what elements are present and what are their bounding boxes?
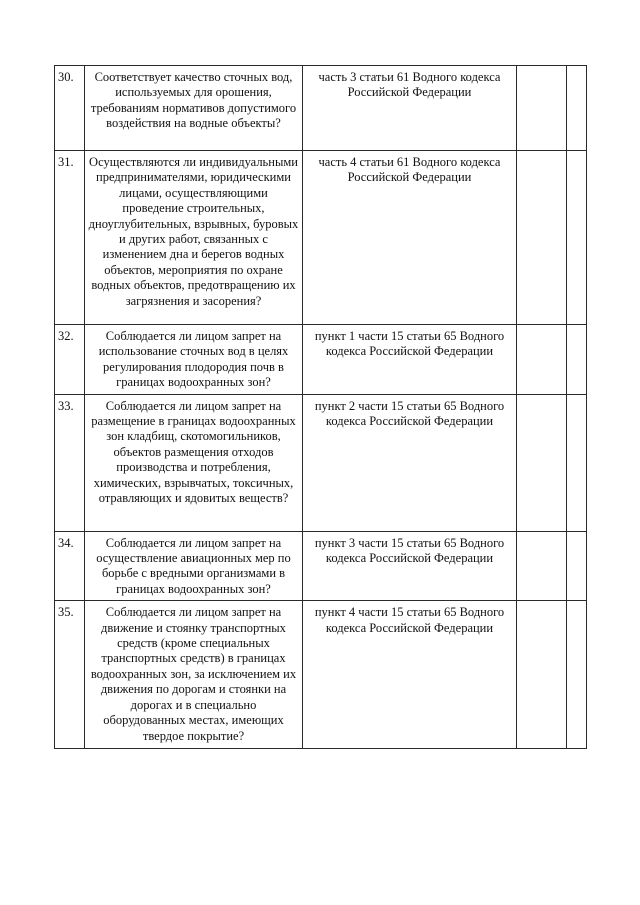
note-cell <box>567 66 587 151</box>
question-text: Осуществляются ли индивидуальными предпринимателями, юридическими лицами, осуществляющими проведение строительных, дноуглубительных, взрывных, буровых и других работ, связанных с изменением дна и берегов водных объектов, мероприятия по охране водных объектов, предотвращению их загрязнения и засорения? <box>85 151 303 325</box>
row-number: 35. <box>55 601 85 749</box>
note-cell <box>567 151 587 325</box>
legal-reference: часть 4 статьи 61 Водного кодекса Российской Федерации <box>303 151 517 325</box>
row-number: 31. <box>55 151 85 325</box>
question-text: Соблюдается ли лицом запрет на осуществление авиационных мер по борьбе с вредными организмами в границах водоохранных зон? <box>85 531 303 601</box>
table-row <box>55 151 587 325</box>
question-text: Соблюдается ли лицом запрет на использование сточных вод в целях регулирования плодородия почв в границах водоохранных зон? <box>85 325 303 395</box>
answer-cell <box>517 325 567 395</box>
table-row <box>55 601 587 749</box>
legal-reference: пункт 1 части 15 статьи 65 Водного кодекса Российской Федерации <box>303 325 517 395</box>
legal-reference: пункт 2 части 15 статьи 65 Водного кодекса Российской Федерации <box>303 394 517 531</box>
table-row <box>55 325 587 395</box>
answer-cell <box>517 601 567 749</box>
note-cell <box>567 601 587 749</box>
note-cell <box>567 531 587 601</box>
note-cell <box>567 394 587 531</box>
question-text: Соответствует качество сточных вод, используемых для орошения, требованиям нормативов допустимого воздействия на водные объекты? <box>85 66 303 151</box>
legal-reference: часть 3 статьи 61 Водного кодекса Российской Федерации <box>303 66 517 151</box>
note-cell <box>567 325 587 395</box>
answer-cell <box>517 394 567 531</box>
table-row <box>55 66 587 151</box>
row-number: 34. <box>55 531 85 601</box>
answer-cell <box>517 66 567 151</box>
table-row <box>55 394 587 531</box>
row-number: 30. <box>55 66 85 151</box>
row-number: 32. <box>55 325 85 395</box>
question-text: Соблюдается ли лицом запрет на движение и стоянку транспортных средств (кроме специальных транспортных средств) в границах водоохранных зон, за исключением их движения по дорогам и стоянки на дорогах и в специально оборудованных местах, имеющих твердое покрытие? <box>85 601 303 749</box>
answer-cell <box>517 531 567 601</box>
row-number: 33. <box>55 394 85 531</box>
legal-reference: пункт 3 части 15 статьи 65 Водного кодекса Российской Федерации <box>303 531 517 601</box>
table-row <box>55 531 587 601</box>
legal-reference: пункт 4 части 15 статьи 65 Водного кодекса Российской Федерации <box>303 601 517 749</box>
checklist-table <box>54 65 587 749</box>
question-text: Соблюдается ли лицом запрет на размещение в границах водоохранных зон кладбищ, скотомогильников, объектов размещения отходов производства и потребления, химических, взрывчатых, токсичных, отравляющих и ядовитых веществ? <box>85 394 303 531</box>
answer-cell <box>517 151 567 325</box>
